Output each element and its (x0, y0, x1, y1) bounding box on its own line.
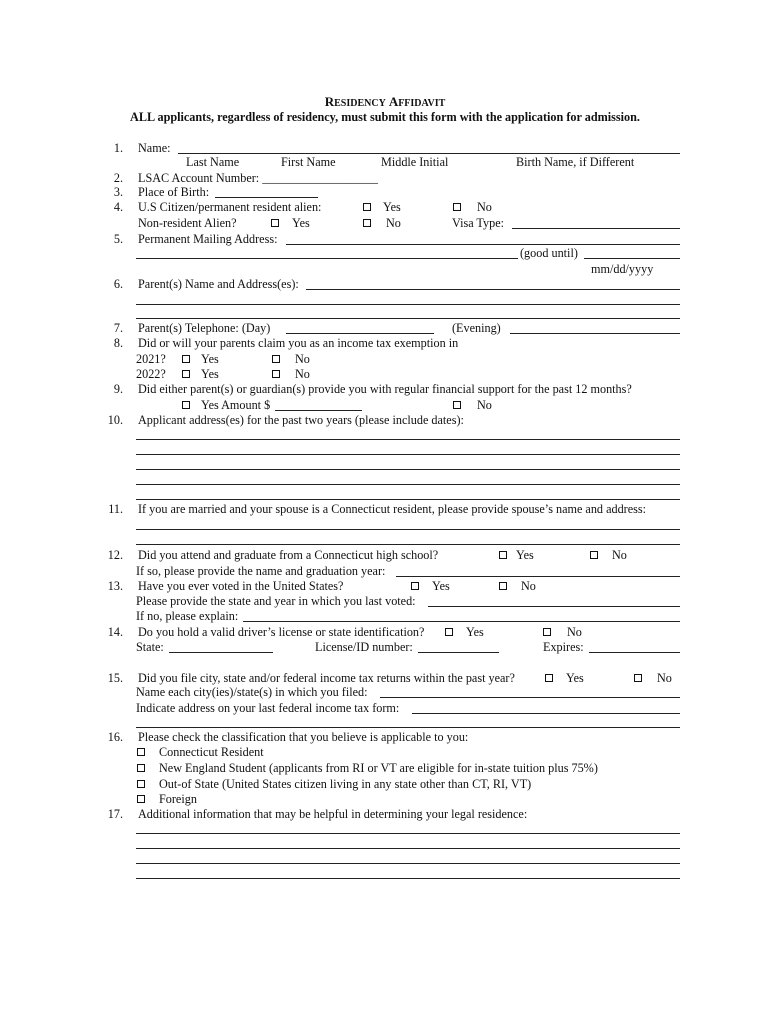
tax-return-no-checkbox[interactable] (634, 674, 642, 682)
classification-out-of-state-label: Out-of State (United States citizen living in any state other than CT, RI, VT) (159, 777, 532, 791)
good-until-label: (good until) (520, 246, 578, 260)
q4-number: 4. (113, 200, 123, 214)
voted-state-year-field[interactable] (428, 606, 680, 607)
q11-label: If you are married and your spouse is a Connecticut resident, please provide spouse’s name and address: (138, 502, 647, 516)
q17-number: 17. (107, 807, 123, 821)
mailing-address-field[interactable] (286, 244, 680, 245)
place-of-birth-field[interactable] (215, 197, 318, 198)
exemption-2021-no-label: No (295, 352, 310, 366)
ct-highschool-no-checkbox[interactable] (590, 551, 598, 559)
date-format-hint: mm/dd/yyyy (591, 262, 654, 276)
q7-label: Parent(s) Telephone: (Day) (138, 321, 271, 335)
q13-number: 13. (107, 579, 123, 593)
tax-cities-field[interactable] (380, 697, 680, 698)
q16-label: Please check the classification that you believe is applicable to you: (138, 730, 469, 744)
q15-number: 15. (107, 671, 123, 685)
q1-number: 1. (113, 141, 123, 155)
year-2022-label: 2022? (136, 367, 166, 381)
q14-number: 14. (107, 625, 123, 639)
tax-address-field[interactable] (412, 713, 680, 714)
q6-label: Parent(s) Name and Address(es): (138, 277, 299, 291)
nonresident-yes-label: Yes (292, 216, 310, 230)
citizen-no-label: No (477, 200, 492, 214)
classification-ct-resident-checkbox[interactable] (137, 748, 145, 756)
q13-label: Have you ever voted in the United States? (138, 579, 344, 593)
license-number-label: License/ID number: (315, 640, 413, 654)
applicant-address-line-1[interactable] (136, 439, 680, 440)
q8-number: 8. (113, 336, 123, 350)
additional-info-line-3[interactable] (136, 863, 680, 864)
tax-return-no-label: No (657, 671, 672, 685)
q5-number: 5. (113, 232, 123, 246)
license-state-field[interactable] (169, 652, 273, 653)
applicant-address-line-3[interactable] (136, 469, 680, 470)
additional-info-line-4[interactable] (136, 878, 680, 879)
citizen-yes-checkbox[interactable] (363, 203, 371, 211)
q11-number: 11. (108, 502, 123, 516)
support-yes-checkbox[interactable] (182, 401, 190, 409)
ct-highschool-no-label: No (612, 548, 627, 562)
voted-yes-checkbox[interactable] (411, 582, 419, 590)
license-expires-field[interactable] (589, 652, 680, 653)
nonresident-yes-checkbox[interactable] (271, 219, 279, 227)
q15-label: Did you file city, state and/or federal income tax returns within the past year? (138, 671, 515, 685)
support-no-checkbox[interactable] (453, 401, 461, 409)
good-until-field[interactable] (584, 258, 680, 259)
classification-foreign-label: Foreign (159, 792, 197, 806)
parent-address-line-3[interactable] (136, 318, 680, 319)
license-no-checkbox[interactable] (543, 628, 551, 636)
parent-address-field[interactable] (306, 289, 680, 290)
license-number-field[interactable] (418, 652, 499, 653)
voted-explain-label: If no, please explain: (136, 609, 239, 623)
support-yes-amount-label: Yes Amount $ (201, 398, 271, 412)
voted-explain-field[interactable] (243, 621, 680, 622)
additional-info-line-1[interactable] (136, 833, 680, 834)
tax-return-yes-checkbox[interactable] (545, 674, 553, 682)
classification-out-of-state-checkbox[interactable] (137, 780, 145, 788)
additional-info-line-2[interactable] (136, 848, 680, 849)
license-yes-label: Yes (466, 625, 484, 639)
q10-number: 10. (107, 413, 123, 427)
support-no-label: No (477, 398, 492, 412)
exemption-2021-yes-label: Yes (201, 352, 219, 366)
tax-cities-label: Name each city(ies)/state(s) in which you filed: (136, 685, 368, 699)
license-state-label: State: (136, 640, 164, 654)
q12-label: Did you attend and graduate from a Connecticut high school? (138, 548, 439, 562)
q6-number: 6. (113, 277, 123, 291)
support-amount-field[interactable] (275, 410, 362, 411)
q17-label: Additional information that may be helpful in determining your legal residence: (138, 807, 528, 821)
q12-number: 12. (107, 548, 123, 562)
spouse-info-line-2[interactable] (136, 544, 680, 545)
q1-middle-initial-label: Middle Initial (381, 155, 449, 169)
q8-label: Did or will your parents claim you as an income tax exemption in (138, 336, 459, 350)
evening-phone-field[interactable] (510, 333, 680, 334)
nonresident-no-label: No (386, 216, 401, 230)
q1-label: Name: (138, 141, 171, 155)
q7-number: 7. (113, 321, 123, 335)
applicant-address-line-2[interactable] (136, 454, 680, 455)
visa-type-label: Visa Type: (452, 216, 505, 230)
license-yes-checkbox[interactable] (445, 628, 453, 636)
exemption-2022-yes-label: Yes (201, 367, 219, 381)
mailing-address-line-2[interactable] (136, 258, 518, 259)
day-phone-field[interactable] (286, 333, 434, 334)
q10-label: Applicant address(es) for the past two years (please include dates): (138, 413, 464, 427)
nonresident-no-checkbox[interactable] (363, 219, 371, 227)
tax-return-yes-label: Yes (566, 671, 584, 685)
applicant-address-line-4[interactable] (136, 484, 680, 485)
form-title: RESIDENCY AFFIDAVIT (324, 94, 446, 109)
evening-label: (Evening) (452, 321, 501, 335)
classification-new-england-label: New England Student (applicants from RI or VT are eligible for in-state tuition plus 75%) (159, 761, 598, 775)
ct-highschool-yes-checkbox[interactable] (499, 551, 507, 559)
citizen-yes-label: Yes (383, 200, 401, 214)
q4-label: U.S Citizen/permanent resident alien: (138, 200, 322, 214)
q9-number: 9. (113, 382, 123, 396)
ct-highschool-yes-label: Yes (516, 548, 534, 562)
voted-state-year-label: Please provide the state and year in which you last voted: (136, 594, 416, 608)
exemption-2022-no-checkbox[interactable] (272, 370, 280, 378)
exemption-2021-yes-checkbox[interactable] (182, 355, 190, 363)
form-subtitle: ALL applicants, regardless of residency, must submit this form with the application for admission. (130, 110, 640, 124)
q5-label: Permanent Mailing Address: (138, 232, 278, 246)
q14-label: Do you hold a valid driver’s license or state identification? (138, 625, 425, 639)
q2-number: 2. (113, 171, 123, 185)
q3-number: 3. (113, 185, 123, 199)
classification-new-england-checkbox[interactable] (137, 764, 145, 772)
spouse-info-line-1[interactable] (136, 529, 680, 530)
visa-type-field[interactable] (512, 228, 680, 229)
classification-foreign-checkbox[interactable] (137, 795, 145, 803)
citizen-no-checkbox[interactable] (453, 203, 461, 211)
q3-label: Place of Birth: (138, 185, 210, 199)
voted-yes-label: Yes (432, 579, 450, 593)
applicant-address-line-5[interactable] (136, 499, 680, 500)
nonresident-label: Non-resident Alien? (138, 216, 237, 230)
q16-number: 16. (107, 730, 123, 744)
q1-birth-name-label: Birth Name, if Different (516, 155, 635, 169)
exemption-2022-yes-checkbox[interactable] (182, 370, 190, 378)
tax-address-line-2[interactable] (136, 727, 680, 728)
license-no-label: No (567, 625, 582, 639)
q2-label: LSAC Account Number: ___________________ (138, 171, 379, 185)
q1-first-name-label: First Name (281, 155, 336, 169)
license-expires-label: Expires: (543, 640, 584, 654)
q9-label: Did either parent(s) or guardian(s) provide you with regular financial support for the past 12 months? (138, 382, 632, 396)
year-2021-label: 2021? (136, 352, 166, 366)
exemption-2022-no-label: No (295, 367, 310, 381)
name-field[interactable] (178, 153, 680, 154)
highschool-followup-label: If so, please provide the name and graduation year: (136, 564, 386, 578)
parent-address-line-2[interactable] (136, 304, 680, 305)
voted-no-label: No (521, 579, 536, 593)
highschool-name-field[interactable] (396, 576, 680, 577)
tax-address-label: Indicate address on your last federal income tax form: (136, 701, 400, 715)
q1-last-name-label: Last Name (186, 155, 240, 169)
voted-no-checkbox[interactable] (499, 582, 507, 590)
classification-ct-resident-label: Connecticut Resident (159, 745, 264, 759)
exemption-2021-no-checkbox[interactable] (272, 355, 280, 363)
